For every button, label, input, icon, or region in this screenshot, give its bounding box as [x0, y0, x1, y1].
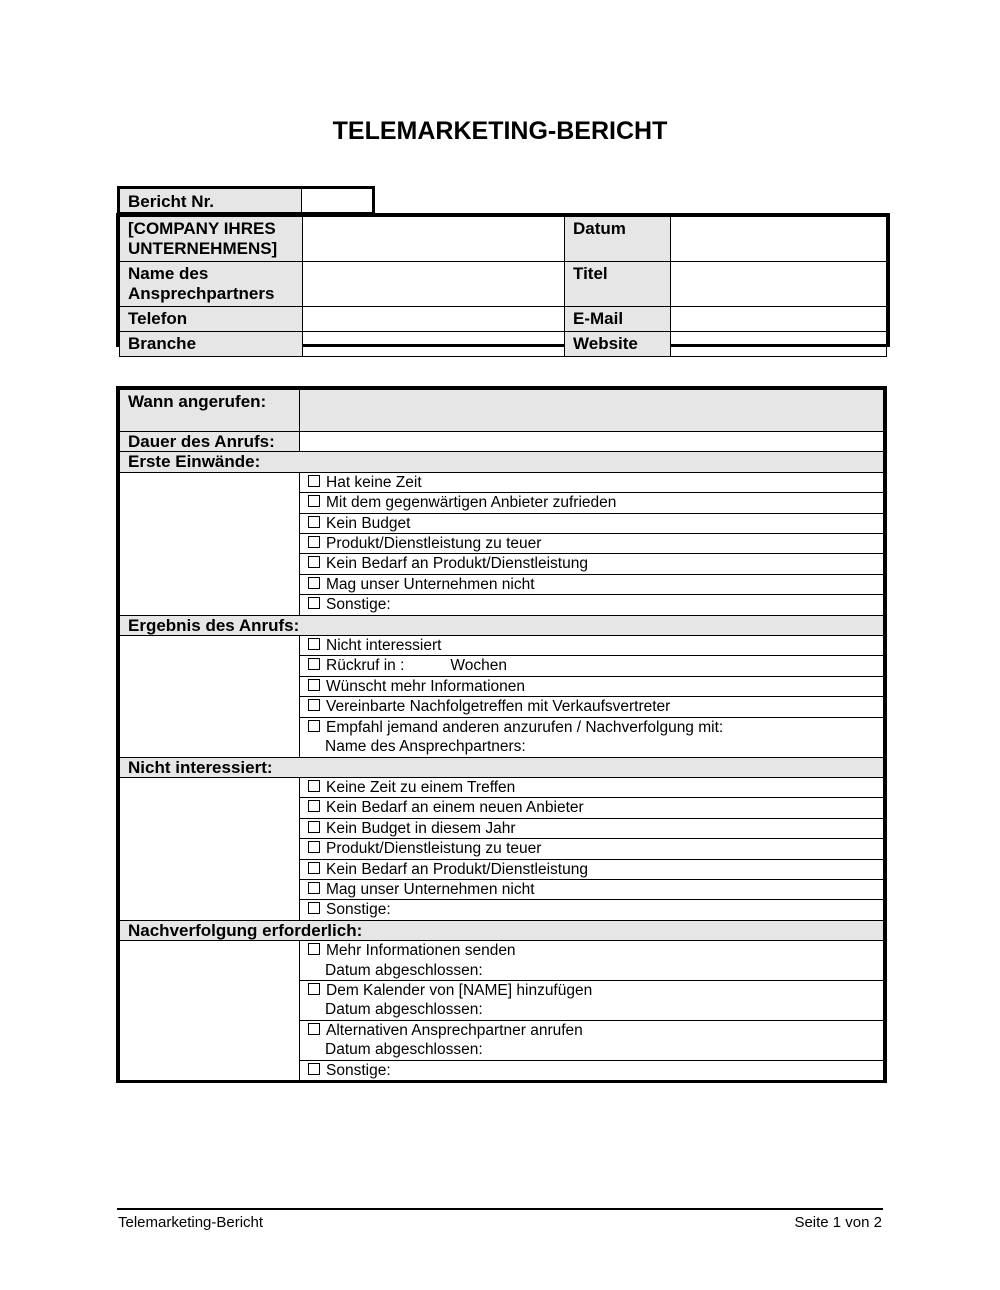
objections-heading: Erste Einwände: — [120, 452, 884, 472]
date-done-sublabel: Datum abgeschlossen: — [325, 1041, 483, 1059]
objection-item[interactable]: Mit dem gegenwärtigen Anbieter zufrieden — [300, 493, 884, 513]
email-field[interactable] — [671, 307, 887, 332]
call-duration-label: Dauer des Anrufs: — [120, 432, 300, 452]
checkbox-icon[interactable] — [308, 536, 320, 548]
followup-spacer — [120, 941, 300, 1081]
not-interested-item[interactable]: Sonstige: — [300, 900, 884, 920]
checkbox-icon[interactable] — [308, 516, 320, 528]
checkbox-icon[interactable] — [308, 556, 320, 568]
date-done-sublabel: Datum abgeschlossen: — [325, 1001, 483, 1019]
not-interested-spacer — [120, 777, 300, 920]
result-spacer — [120, 636, 300, 757]
date-field[interactable] — [671, 217, 887, 262]
checkbox-icon[interactable] — [308, 821, 320, 833]
title-label: Titel — [565, 262, 671, 307]
company-label: [COMPANY IHRES UNTERNEHMENS] — [120, 217, 303, 262]
not-interested-item[interactable]: Kein Bedarf an Produkt/Dienstleistung — [300, 859, 884, 879]
result-heading: Ergebnis des Anrufs: — [120, 615, 884, 635]
when-called-field[interactable] — [300, 390, 884, 432]
title-field[interactable] — [671, 262, 887, 307]
checkbox-icon[interactable] — [308, 679, 320, 691]
checkbox-icon[interactable] — [308, 597, 320, 609]
objection-item[interactable]: Hat keine Zeit — [300, 472, 884, 492]
date-label: Datum — [565, 217, 671, 262]
objection-item[interactable]: Sonstige: — [300, 595, 884, 615]
website-field[interactable] — [671, 332, 887, 357]
contact-info-table — [116, 213, 890, 353]
when-called-label: Wann angerufen: — [120, 390, 300, 432]
followup-item[interactable]: Mehr Informationen senden Datum abgeschlossen: — [300, 941, 884, 981]
objections-spacer — [120, 472, 300, 615]
checkbox-icon[interactable] — [308, 882, 320, 894]
result-item[interactable]: Rückruf in : Wochen — [300, 656, 884, 676]
company-field[interactable] — [303, 217, 565, 262]
result-item[interactable]: Wünscht mehr Informationen — [300, 676, 884, 696]
not-interested-heading: Nicht interessiert: — [120, 757, 884, 777]
checkbox-icon[interactable] — [308, 1063, 320, 1075]
followup-heading: Nachverfolgung erforderlich: — [120, 920, 884, 940]
followup-item[interactable]: Dem Kalender von [NAME] hinzufügen Datum abgeschlossen: — [300, 980, 884, 1020]
checkbox-icon[interactable] — [308, 577, 320, 589]
checkbox-icon[interactable] — [308, 780, 320, 792]
result-item[interactable]: Empfahl jemand anderen anzurufen / Nachverfolgung mit: Name des Ansprechpartners: — [300, 717, 884, 757]
followup-item[interactable]: Alternativen Ansprechpartner anrufen Datum abgeschlossen: — [300, 1020, 884, 1060]
objection-item[interactable]: Mag unser Unternehmen nicht — [300, 574, 884, 594]
checkbox-icon[interactable] — [308, 1023, 320, 1035]
checkbox-icon[interactable] — [308, 902, 320, 914]
result-item[interactable]: Vereinbarte Nachfolgetreffen mit Verkaufsvertreter — [300, 697, 884, 717]
checkbox-icon[interactable] — [308, 841, 320, 853]
checkbox-icon[interactable] — [308, 475, 320, 487]
footer-divider — [117, 1208, 883, 1210]
footer-doc-title: Telemarketing-Bericht — [118, 1214, 264, 1231]
date-done-sublabel: Datum abgeschlossen: — [325, 961, 483, 979]
report-number-label: Bericht Nr. — [120, 189, 302, 212]
website-label: Website — [565, 332, 671, 357]
checkbox-icon[interactable] — [308, 699, 320, 711]
email-label: E-Mail — [565, 307, 671, 332]
checkbox-icon[interactable] — [308, 720, 320, 732]
industry-field[interactable] — [303, 332, 565, 357]
followup-item[interactable]: Sonstige: — [300, 1060, 884, 1080]
checkbox-icon[interactable] — [308, 800, 320, 812]
report-number-box — [117, 186, 375, 215]
not-interested-item[interactable]: Kein Bedarf an einem neuen Anbieter — [300, 798, 884, 818]
checkbox-icon[interactable] — [308, 983, 320, 995]
checkbox-icon[interactable] — [308, 658, 320, 670]
not-interested-item[interactable]: Mag unser Unternehmen nicht — [300, 879, 884, 899]
industry-label: Branche — [120, 332, 303, 357]
callback-weeks-label: Wochen — [450, 657, 507, 675]
checkbox-icon[interactable] — [308, 862, 320, 874]
contact-name-field[interactable] — [303, 262, 565, 307]
not-interested-item[interactable]: Produkt/Dienstleistung zu teuer — [300, 839, 884, 859]
checkbox-icon[interactable] — [308, 638, 320, 650]
page-title: TELEMARKETING-BERICHT — [332, 117, 668, 145]
contact-name-label: Name des Ansprechpartners — [120, 262, 303, 307]
checkbox-icon[interactable] — [308, 495, 320, 507]
report-number-field[interactable] — [302, 189, 372, 212]
objection-item[interactable]: Produkt/Dienstleistung zu teuer — [300, 534, 884, 554]
not-interested-item[interactable]: Kein Budget in diesem Jahr — [300, 818, 884, 838]
checkbox-icon[interactable] — [308, 943, 320, 955]
call-report-table — [116, 386, 887, 1083]
call-duration-field[interactable] — [300, 432, 884, 452]
phone-field[interactable] — [303, 307, 565, 332]
phone-label: Telefon — [120, 307, 303, 332]
footer-page-number: Seite 1 von 2 — [794, 1214, 882, 1231]
contact-name-sublabel: Name des Ansprechpartners: — [325, 738, 526, 756]
objection-item[interactable]: Kein Budget — [300, 513, 884, 533]
result-item[interactable]: Nicht interessiert — [300, 636, 884, 656]
objection-item[interactable]: Kein Bedarf an Produkt/Dienstleistung — [300, 554, 884, 574]
not-interested-item[interactable]: Keine Zeit zu einem Treffen — [300, 777, 884, 797]
